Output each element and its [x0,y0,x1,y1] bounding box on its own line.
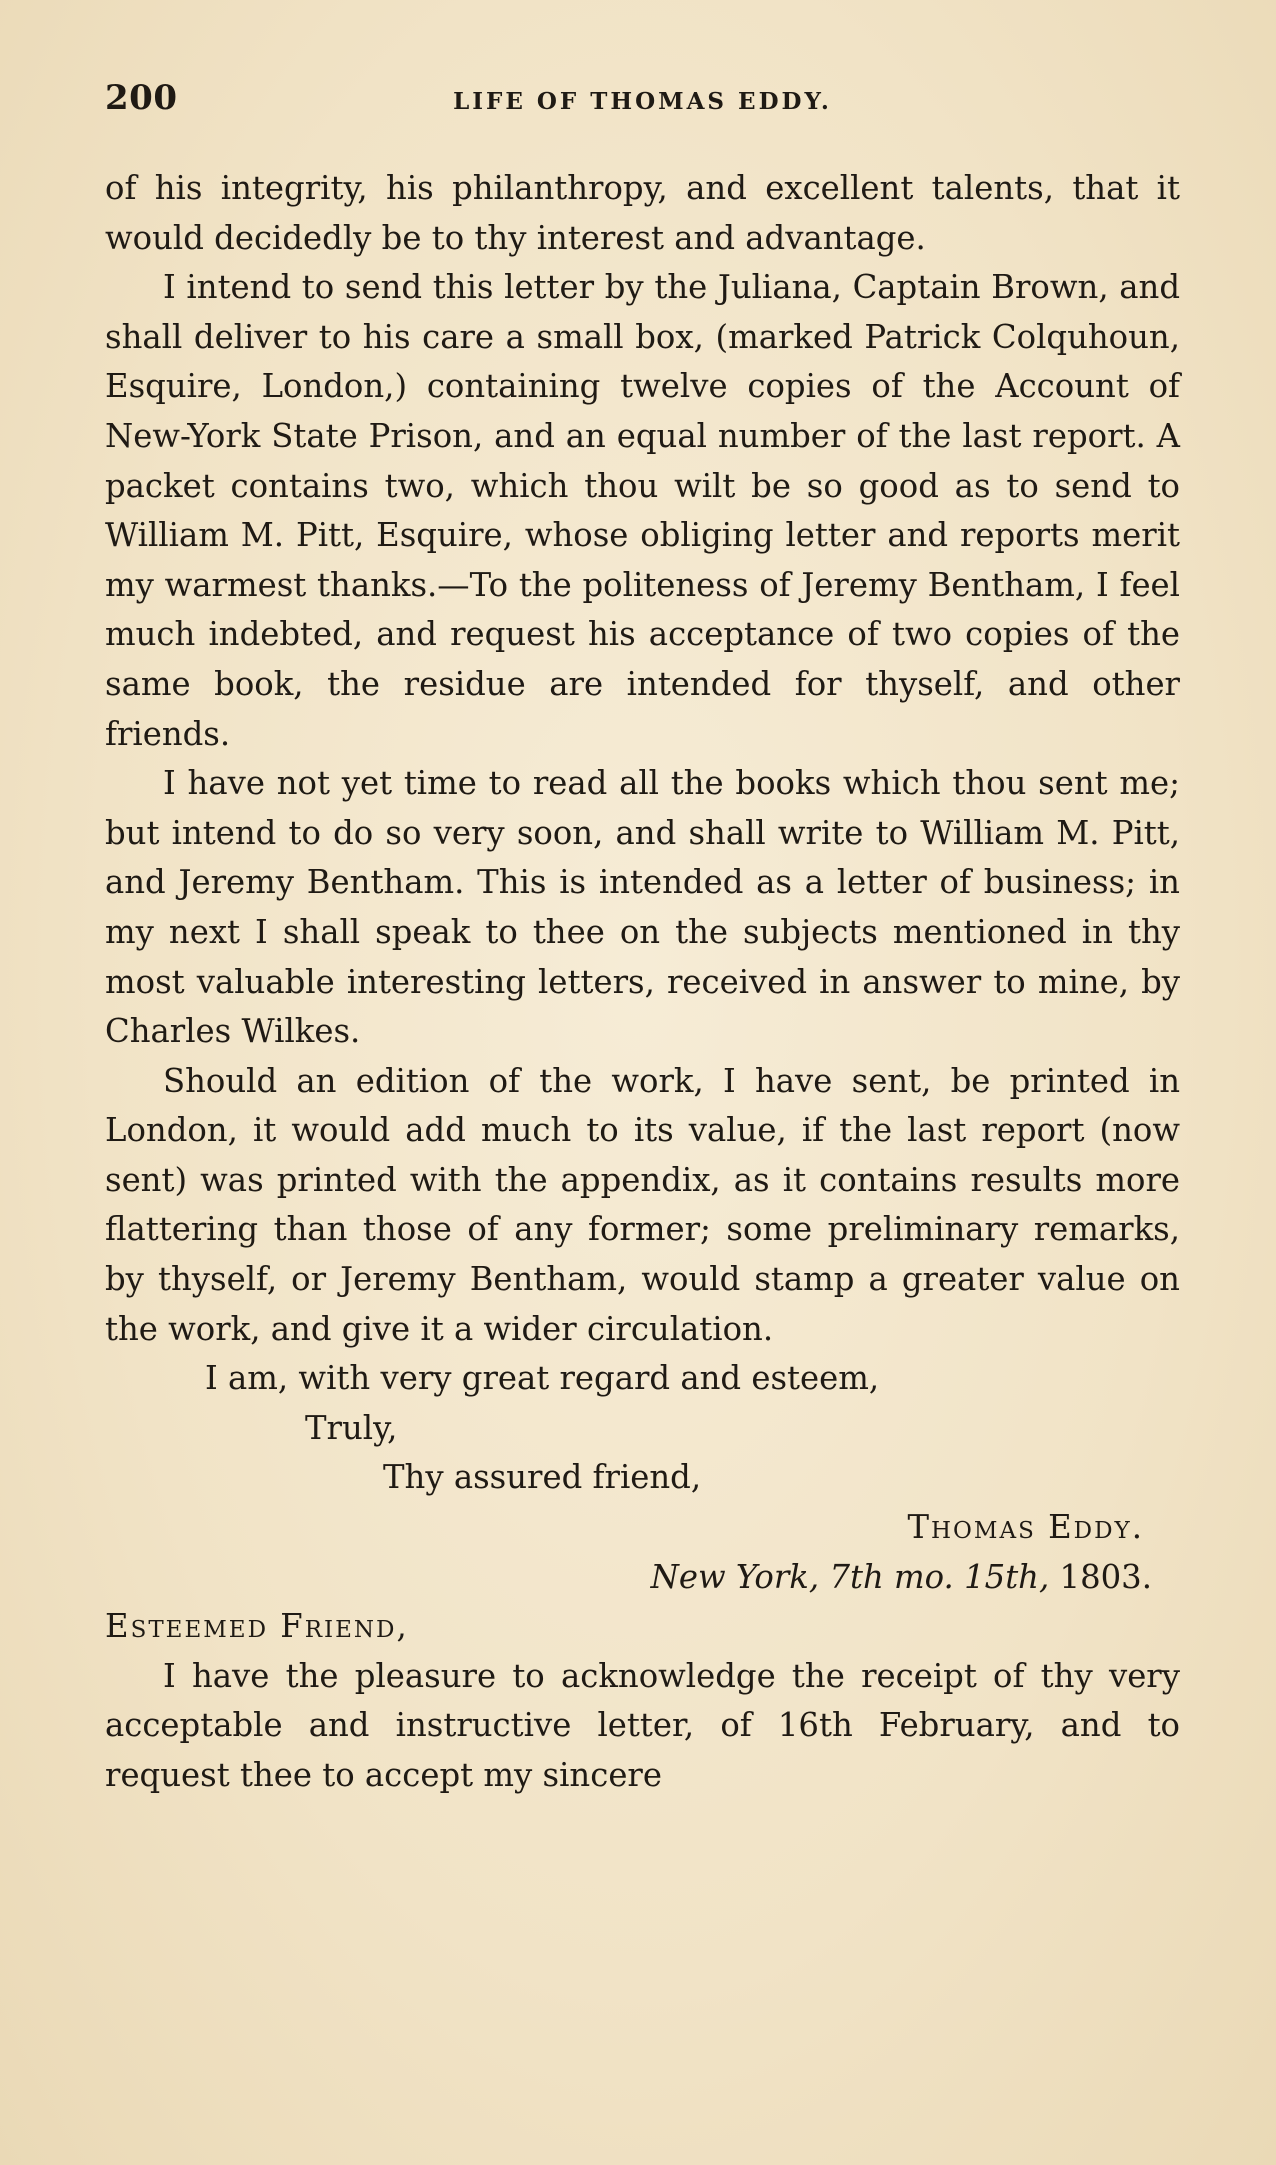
page-header [105,70,1180,134]
paragraph-2: I intend to send this letter by the Juliana, Captain Brown, and shall deliver to his care a small box, (marked Patrick Colquhoun, Esquire, London,) containing twelve copies of the Account of New-York State Prison, and an equal number of the last report. A packet contains two, which thou wilt be so good as to send to William M. Pitt, Esquire, whose obliging letter and reports merit my warmest thanks.—To the politeness of Jeremy Bentham, I feel much indebted, and request his acceptance of two copies of the same book, the residue are intended for thyself, and other friends. [105,268,1180,753]
salutation: Esteemed Friend, [105,1607,409,1646]
book-page [105,70,1180,1801]
closing-line-2: Truly, [305,1408,398,1447]
next-letter-paragraph-1: I have the pleasure to acknowledge the receipt of thy very acceptable and instructive letter, of 16th February, and to request thee to accept my sincere [105,1656,1180,1794]
paragraph-4: Should an edition of the work, I have sent, be printed in London, it would add much to its value, if the last report (now sent) was printed with the appendix, as it contains results more flattering than those of any former; some preliminary remarks, by thyself, or Jeremy Bentham, would stamp a greater value on the work, and give it a wider circulation. [105,1061,1180,1348]
date-year: 1803. [1059,1557,1152,1596]
body-text [105,164,1180,1801]
date-month: 7th mo. [829,1557,954,1596]
paragraph-3: I have not yet time to read all the books which thou sent me; but intend to do so very soon, and shall write to William M. Pitt, and Jeremy Bentham. This is intended as a letter of business; in my next I shall speak to thee on the subjects mentioned in thy most valuable interesting letters, received in answer to mine, by Charles Wilkes. [105,764,1180,1051]
closing-line-1: I am, with very great regard and esteem, [205,1359,880,1398]
date-place: New York, [650,1557,820,1596]
closing-line-3: Thy assured friend, [383,1458,702,1497]
letter-dateline [105,1553,1180,1603]
date-day: 15th, [964,1557,1050,1596]
page-number: 200 [105,78,178,118]
paragraph-1: of his integrity, his philanthropy, and excellent talents, that it would decidedly be to thy interest and advantage. [105,169,1180,257]
signature: Thomas Eddy. [907,1508,1144,1547]
running-head: LIFE OF THOMAS EDDY. [453,88,832,115]
